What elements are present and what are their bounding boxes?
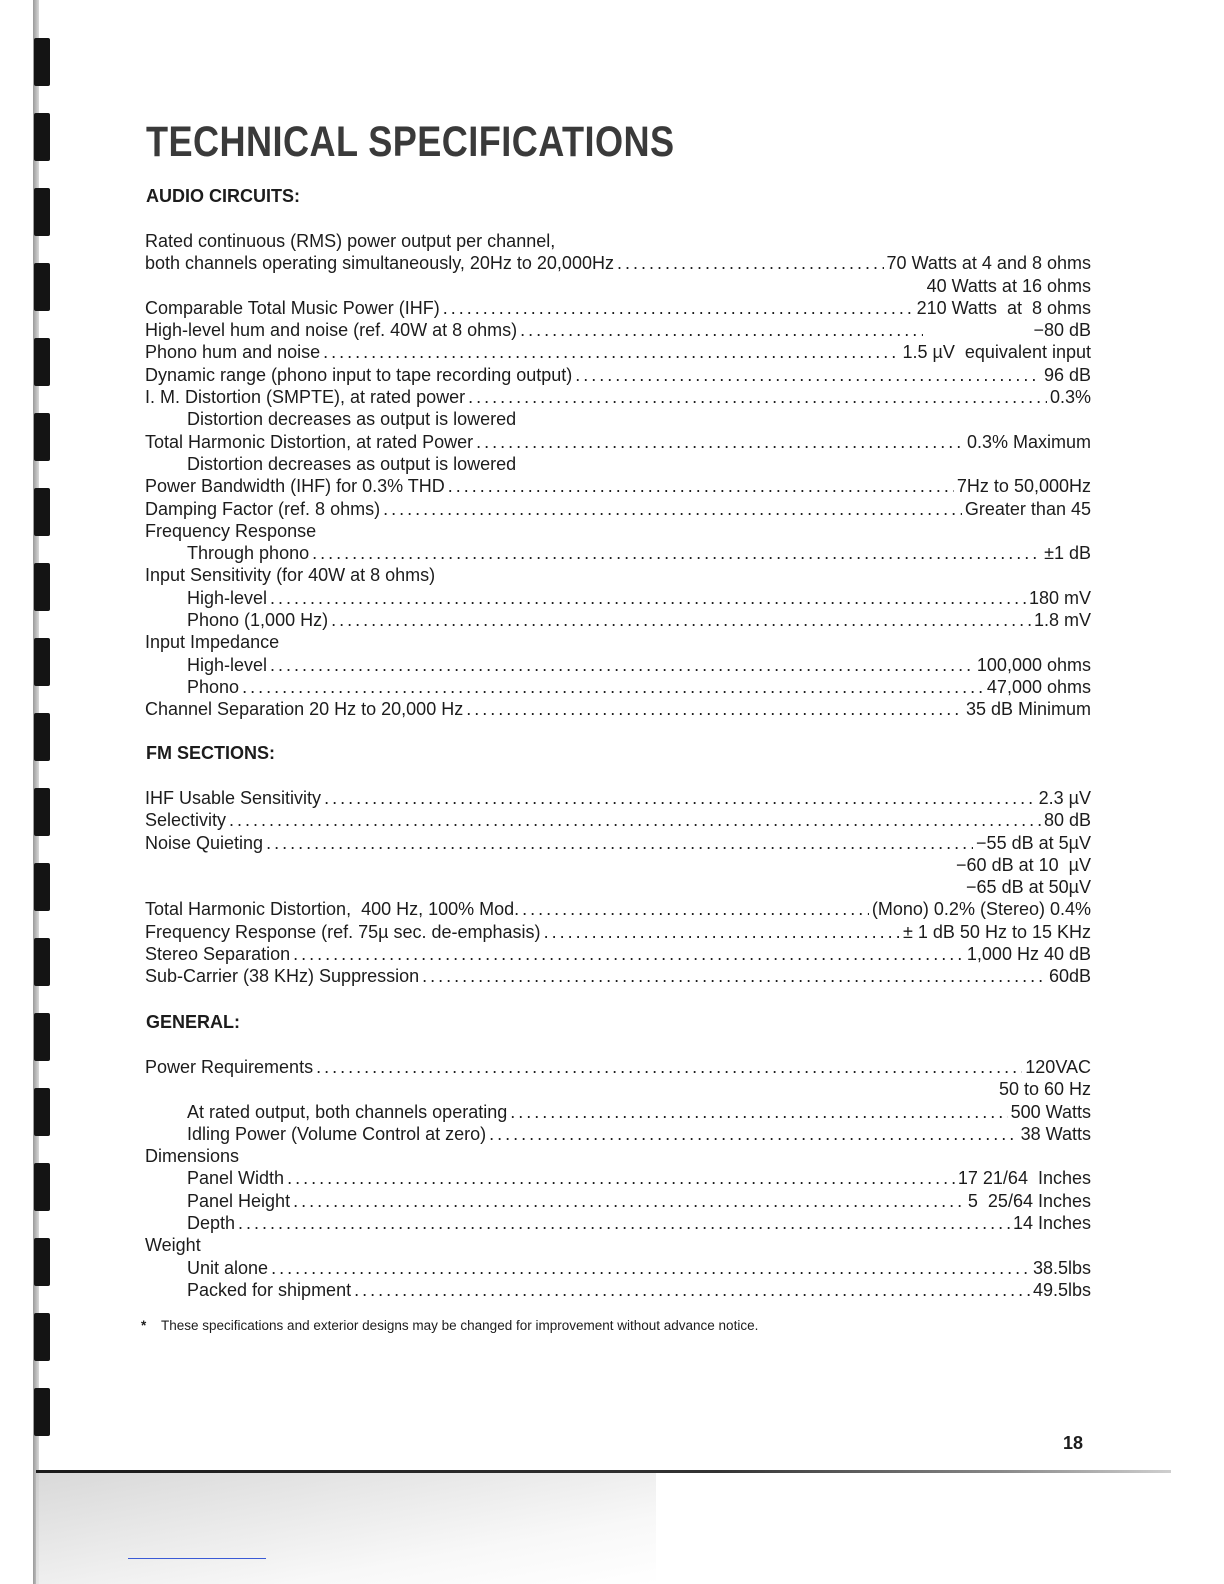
dot-leader [468,386,1047,408]
spec-label: Power Bandwidth (IHF) for 0.3% THD [145,476,445,497]
spec-label: Stereo Separation [145,944,291,965]
spec-label: Depth [187,1213,236,1234]
punch-hole [34,38,50,86]
spec-value: 70 Watts at 4 and 8 ohms [886,253,1091,274]
spec-row [145,1212,1091,1234]
spec-row [145,654,1091,676]
spec-value: 17 21/64 Inches [957,1168,1091,1189]
spec-value: 47,000 ohms [986,676,1091,697]
page-title: TECHNICAL SPECIFICATIONS [146,118,675,166]
spec-label: High-level [187,654,268,675]
spec-row [145,587,1091,609]
spec-row [145,341,1091,363]
page-number: 18 [1063,1433,1084,1453]
punch-hole [34,1163,50,1211]
dot-leader [331,609,1031,631]
spec-row [145,275,1091,297]
spec-value: 60dB [1048,966,1091,987]
spec-value: 35 dB Minimum [965,699,1091,720]
spec-label: Frequency Response [145,520,317,541]
spec-value: 1.8 mV [1033,610,1091,631]
spec-row [145,809,1091,831]
spec-value: 0.3% Maximum [966,431,1091,452]
dot-leader [476,431,964,453]
spec-row [145,1279,1091,1301]
spec-label: Power Requirements [145,1057,314,1077]
punch-hole [34,1388,50,1436]
dot-leader [323,341,899,363]
spec-value: 100,000 ohms [976,654,1091,675]
spec-row [145,564,1091,586]
spec-value: 500 Watts [1010,1101,1091,1122]
dot-leader [270,654,974,676]
spec-row [145,364,1091,386]
spec-value: −65 dB at 50µV [966,877,1091,898]
spec-label: Unit alone [187,1257,269,1278]
spec-row [145,542,1091,564]
dot-leader [312,542,1041,564]
spec-list-fm [145,787,1091,988]
spec-row [145,854,1091,876]
dot-leader [520,319,923,341]
spec-row [145,408,1091,430]
spec-value: 96 dB [1043,364,1091,385]
spec-label: Idling Power (Volume Control at zero) [187,1123,487,1144]
spec-row [145,520,1091,542]
spec-value: (Mono) 0.2% (Stereo) 0.4% [871,899,1091,920]
spec-row [145,1167,1091,1189]
spec-label: I. M. Distortion (SMPTE), at rated power [145,387,466,408]
dot-leader [544,921,900,943]
bottom-underline [128,1558,266,1559]
spec-label: both channels operating simultaneously, 20Hz to 20,000Hz [145,253,614,274]
spec-list-general [145,1056,1091,1301]
spec-value: 5 25/64 Inches [967,1190,1091,1211]
dot-leader [266,832,973,854]
spec-value: 38.5lbs [1032,1257,1091,1278]
punch-hole [34,938,50,986]
punch-hole [34,1013,50,1061]
punch-hole [34,188,50,236]
spec-label: At rated output, both channels operating [187,1101,508,1122]
dot-leader [510,1101,1007,1123]
spec-row [145,1145,1091,1167]
spec-value: ± 1 dB 50 Hz to 15 KHz [903,921,1091,942]
spec-row [145,1257,1091,1279]
spec-label: High-level hum and noise (ref. 40W at 8 ohms) [145,320,518,341]
page-shadow [36,1473,656,1584]
spec-row [145,1190,1091,1212]
dot-leader [271,1257,1030,1279]
dot-leader [354,1279,1030,1301]
spec-label: Rated continuous (RMS) power output per channel, [145,231,556,251]
spec-row [145,609,1091,631]
punch-hole [34,788,50,836]
dot-leader [575,364,1041,386]
punch-hole [34,413,50,461]
spec-list-audio [145,230,1091,721]
spec-label: Input Sensitivity (for 40W at 8 ohms) [145,565,436,586]
dot-leader [324,787,1036,809]
punch-hole [34,638,50,686]
spec-row [145,431,1091,453]
spec-label: Dynamic range (phono input to tape recording output) [145,364,573,385]
dot-leader [466,698,963,720]
spec-value: 1.5 µV equivalent input [902,342,1091,363]
spec-label: Panel Width [187,1168,285,1189]
spec-row [145,319,1091,341]
spec-row [145,965,1091,987]
punch-hole [34,1313,50,1361]
dot-leader [229,809,1041,831]
spec-value: 0.3% [1049,387,1091,408]
spec-row [145,943,1091,965]
spec-value: Greater than 45 [964,498,1091,519]
dot-leader [270,587,1026,609]
spec-label: Sub-Carrier (38 KHz) Suppression [145,966,420,987]
spec-label: Total Harmonic Distortion, at rated Power [145,431,474,452]
spec-label: Packed for shipment [187,1279,352,1300]
punch-hole [34,263,50,311]
dot-leader [293,1190,965,1212]
spec-value: 14 Inches [1012,1213,1091,1234]
section-heading-audio: AUDIO CIRCUITS: [146,186,300,206]
punch-hole [34,1238,50,1286]
spec-value: 210 Watts at 8 ohms [916,297,1091,318]
dot-leader [422,965,1046,987]
dot-leader [238,1212,1010,1234]
spec-value: −55 dB at 5µV [976,832,1091,853]
spec-row [145,676,1091,698]
spec-label: Damping Factor (ref. 8 ohms) [145,498,381,519]
punch-hole [34,113,50,161]
spec-row [145,252,1091,274]
spec-label: Comparable Total Music Power (IHF) [145,297,440,318]
spec-value: 40 Watts at 16 ohms [926,275,1091,296]
dot-leader [287,1167,955,1189]
spec-label: High-level [187,587,268,608]
punch-hole [34,863,50,911]
punch-hole [34,488,50,536]
dot-leader [448,475,954,497]
spec-row [145,1123,1091,1145]
punch-hole [34,1088,50,1136]
spec-label: Selectivity [145,810,227,831]
spec-row [145,698,1091,720]
spec-row [145,832,1091,854]
spec-row [145,631,1091,653]
spec-label: Input Impedance [145,632,280,653]
spec-row [145,453,1091,475]
spec-value: 50 to 60 Hz [998,1079,1091,1100]
spec-value: 49.5lbs [1032,1279,1091,1300]
spec-value: ±1 dB [1044,543,1091,564]
spec-label: Dimensions [145,1146,240,1167]
spec-label: Weight [145,1235,201,1256]
spec-value: 120VAC [1025,1057,1091,1077]
spec-label: Noise Quieting [145,832,264,853]
footnote-marker: * [141,1318,147,1333]
spec-value: 80 dB [1043,810,1091,831]
section-heading-general: GENERAL: [146,1012,240,1032]
spec-label: Total Harmonic Distortion, 400 Hz, 100% Mod. [145,899,520,920]
spec-value: 1,000 Hz 40 dB [966,944,1091,965]
spec-note: Distortion decreases as output is lowered [187,453,517,474]
spec-value: −60 dB at 10 µV [956,854,1091,875]
spec-value: 180 mV [1028,587,1091,608]
spec-row [145,498,1091,520]
spec-label: Frequency Response (ref. 75µ sec. de-emphasis) [145,921,541,942]
bottom-rule [36,1470,1171,1473]
footnote [141,1318,758,1333]
punch-hole [34,713,50,761]
spec-label: Panel Height [187,1190,291,1211]
dot-leader [316,1056,1022,1078]
spec-label: IHF Usable Sensitivity [145,788,322,808]
dot-leader [489,1123,1018,1145]
section-heading-fm: FM SECTIONS: [146,743,275,763]
dot-leader [522,898,869,920]
spec-row [145,297,1091,319]
spec-value: 2.3 µV [1038,788,1091,808]
dot-leader [443,297,914,319]
spec-value: −80 dB [1033,320,1091,341]
spec-row [145,475,1091,497]
dot-leader [383,498,962,520]
spec-value: 7Hz to 50,000Hz [956,476,1091,497]
spec-row [145,230,1091,252]
spec-row [145,1078,1091,1100]
punch-hole [34,563,50,611]
binding-strip [0,0,60,1584]
spec-row [145,1056,1091,1078]
dot-leader [293,943,964,965]
spec-label: Phono (1,000 Hz) [187,610,329,631]
spec-row [145,876,1091,898]
spec-row [145,386,1091,408]
spec-row [145,921,1091,943]
spec-label: Through phono [187,543,310,564]
spec-label: Phono hum and noise [145,342,321,363]
spec-label: Channel Separation 20 Hz to 20,000 Hz [145,699,464,720]
spec-row [145,898,1091,920]
spec-label: Phono [187,676,240,697]
footnote-text: These specifications and exterior designs may be changed for improvement without advance notice. [161,1318,759,1333]
spec-row [145,1234,1091,1256]
spec-row [145,1101,1091,1123]
punch-hole [34,338,50,386]
dot-leader [242,676,984,698]
spec-note: Distortion decreases as output is lowered [187,409,517,430]
dot-leader [617,252,884,274]
spec-value: 38 Watts [1020,1123,1091,1144]
spec-row [145,787,1091,809]
